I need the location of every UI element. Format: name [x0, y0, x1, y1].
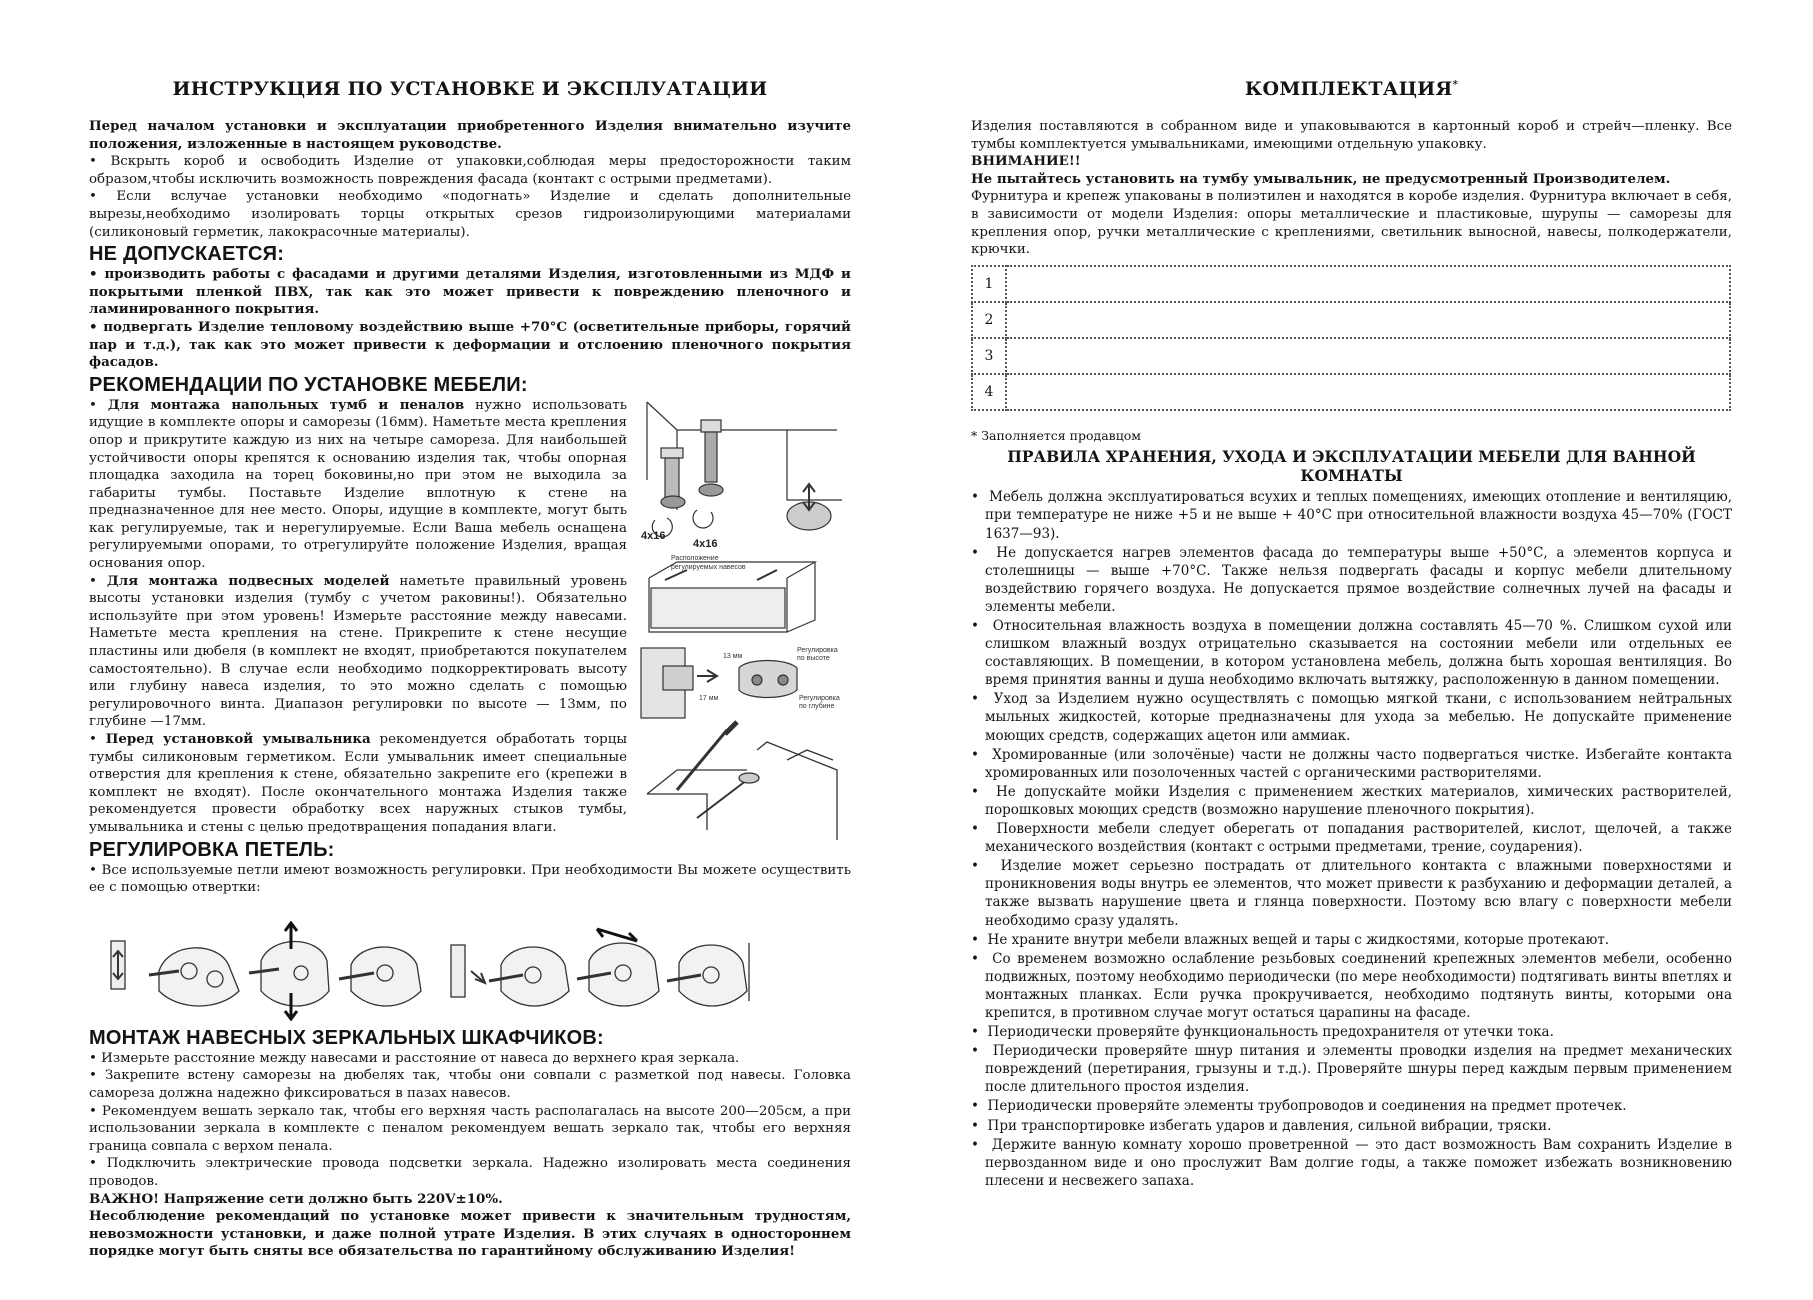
mirror-heading: МОНТАЖ НАВЕСНЫХ ЗЕРКАЛЬНЫХ ШКАФЧИКОВ: [89, 1026, 604, 1049]
row-field[interactable] [1006, 302, 1730, 338]
mirror-item-1: • Измерьте расстояние между навесами и расстояние от навеса до верхнего края зеркала. [89, 1050, 851, 1068]
wall-mount-paragraph: • Для монтажа подвесных моделей наметьте правильный уровень высоты установки изделия (тумбу с учетом раковины!). Обязательно используйте при этом уровень! Измерьте расстояние между навесами. Наметьте места крепления на стене. Прикрепите к стене несущие пластины или дюбеля (в комплект не входят, приобретаются покупателем самостоятельно). В случае если необходимо подкорректировать высоту или глубину навеса изделия, то это можно сделать с помощью регулировочного винта. Диапазон регулировки по высоте — 13мм, по глубине —17мм. [89, 572, 627, 730]
row-number: 3 [972, 338, 1006, 374]
adj-depth-label-1: Регулировка [799, 694, 840, 702]
kit-title-text: КОМПЛЕКТАЦИЯ [1244, 78, 1453, 100]
leg-mounting-diagram [647, 402, 842, 537]
left-column [89, 78, 851, 1261]
not-allowed-item-1: • производить работы с фасадами и другими деталями Изделия, изготовленными из МДФ и покрытыми пленкой ПВХ, так как это может привести к повреждению пленочного и ламинированного покрытия. [89, 266, 851, 319]
wall-mount-text: наметьте правильный уровень высоты установки изделия (тумбу с учетом раковины!). Обязательно используйте при этом уровень! Измерьте расстояние между навесами. Наметьте места крепления на стене. Прикрепите к стене несущие пластины или дюбеля (в комплект не входят, приобретаются покупателем самостоятельно). В случае если необходимо подкорректировать высоту или глубину навеса изделия, то это можно сделать с помощью регулировочного винта. Диапазон регулировки по высоте — 13мм, по глубине —17мм. [89, 573, 627, 730]
floor-mount-lead: Для монтажа напольных тумб и пеналов [107, 396, 465, 413]
seller-note: * Заполняется продавцом [971, 427, 1141, 443]
table-row [972, 302, 1730, 338]
hinge-step-5 [451, 945, 485, 997]
intro-item-1: • Вскрыть короб и освободить Изделие от упаковки,соблюдая меры предосторожности таким образом,чтобы исключить возможность повреждения фасада (контакт с острыми предметами). [89, 153, 851, 188]
rule-item: • Со временем возможно ослабление резьбовых соединений крепежных элементов мебели, особенно подвижных, поэтому необходимо периодически (по мере необходимости) подтягивать винты впетлях и монтажных планках. Если ручка прокручивается, необходимо подтянуть винты, которыми она крепится, в противном случае могут остаться царапины на фасаде. [971, 950, 1732, 1022]
mirror-item-4: • Подключить электрические провода подсветки зеркала. Надежно изолировать места соединения проводов. [89, 1155, 851, 1190]
floor-mount-paragraph: • Для монтажа напольных тумб и пеналов нужно использовать идущие в комплекте опоры и саморезы (16мм). Наметьте места крепления опор и прикрутите каждую из них на четыре самореза. Для наибольшей устойчивости опоры крепятся к основанию изделия так, чтобы опорная площадка заходила на торец боковины,но при этом не выходила за габариты тумбы. Поставьте Изделие вплотную к стене на предназначенное для нее место. Опоры, идущие в комплекте, могут быть как регулируемые, так и нерегулируемые. Если Ваша мебель оснащена регулируемыми опорами, то отрегулируйте положение Изделия, вращая основания опор. [89, 396, 628, 572]
mm17-label: 17 мм [699, 694, 719, 702]
rule-item: • Не храните внутри мебели влажных вещей и тары с жидкостями, которые протекают. [971, 931, 1732, 949]
screw-label-1: 4x16 [641, 529, 666, 542]
rules-list [971, 488, 1732, 1190]
rule-item: • Изделие может серьезно пострадать от длительного контакта с влажными поверхностями и проникновения воды внутрь ее элементов, что может привести к разбуханию и деформации деталей, а также вызвать нарушение цвета и глянца поверхности. Поэтому всю влагу с поверхности мебели необходимо сразу удалять. [971, 857, 1732, 929]
row-field[interactable] [1006, 266, 1730, 302]
kit-title [971, 78, 1732, 100]
kit-table [971, 265, 1731, 411]
voltage-warning: ВАЖНО! Напряжение сети должно быть 220V±10%. [89, 1190, 503, 1207]
hanger-adjustment-diagram [641, 648, 797, 718]
rule-item: • Держите ванную комнату хорошо проветренной — это даст возможность Вам сохранить Изделие в первозданном виде и оно прослужит Вам долгие годы, а также поможет избежать возникновению плесени и несвежего запаха. [971, 1136, 1732, 1190]
rule-item: • Мебель должна эксплуатироваться всухих и теплых помещениях, имеющих отопление и вентиляцию, при температуре не ниже +5 и не выше + 40°С при относительной влажности воздуха 45—70% (ГОСТ 1637—93). [971, 488, 1732, 542]
wall-cabinet-diagram [649, 562, 815, 632]
rule-item: • Уход за Изделием нужно осуществлять с помощью мягкой ткани, с использованием нейтральных мыльных жидкостей, которые предназначены для ухода за мебелью. Не допускайте применение моющих средств, содержащих ацетон или аммиак. [971, 690, 1732, 744]
hinge-step-2 [149, 948, 239, 1006]
row-number: 1 [972, 266, 1006, 302]
kit-title-star: * [1452, 79, 1459, 91]
wall-mount-lead: Для монтажа подвесных моделей [106, 572, 390, 589]
adj-height-label-1: Регулировка [797, 646, 838, 654]
intro-item-2: • Если вслучае установки необходимо «подогнать» Изделие и сделать дополнительные вырезы,необходимо изолировать торцы открытых срезов гидроизолирующими материалами (силиконовый герметик, лакокрасочные материалы). [89, 188, 851, 241]
hangers-caption-2: регулируемых навесов [671, 563, 746, 571]
rule-item: • Поверхности мебели следует оберегать от попадания растворителей, кислот, щелочей, а также механического воздействия (контакт с острыми предметами, трение, соударения). [971, 820, 1732, 856]
attention-text: Не пытайтесь установить на тумбу умывальник, не предусмотренный Производителем. [971, 170, 1671, 187]
right-column [971, 78, 1732, 1191]
mirror-item-2: • Закрепите встену саморезы на дюбелях так, чтобы они совпали с разметкой под навесы. Головка самореза должна надежно фиксироваться в пазах навесов. [89, 1067, 851, 1102]
kit-paragraph-2: Фурнитура и крепеж упакованы в полиэтилен и находятся в коробе изделия. Фурнитура включает в себя, в зависимости от модели Изделия: опоры металлические и пластиковые, шурупы — саморезы для крепления опор, ручки металлические с креплениями, светильник выносной, навесы, полкодержатели, крючки. [971, 189, 1732, 258]
rule-item: • Не допускайте мойки Изделия с применением жестких материалов, химических растворителей, порошковых моющих средств (возможно нарушение пленочного покрытия). [971, 783, 1732, 819]
rule-item: • Не допускается нагрев элементов фасада до температуры выше +50°С, а элементов корпуса и столешницы — выше +70°С. Также нельзя подвергать фасады и корпус мебели длительному воздействию горячего воздуха. Не допускается прямое воздействие солнечных лучей на фасады и элементы мебели. [971, 544, 1732, 616]
hinge-step-6 [489, 947, 569, 1006]
hinge-adjustment-illustrations [89, 921, 851, 1013]
hinge-step-3 [249, 923, 329, 1019]
sink-paragraph: • Перед установкой умывальника рекомендуется обработать торцы тумбы силиконовым герметиком. Если умывальник имеет специальные отверстия для крепления к стене, обязательно закрепите его (крепежи в комплект не входят). После окончательного монтажа Изделия также рекомендуется провести обработку всех наружных стыков тумбы, умывальника и стены с целью предотвращения попадания влаги. [89, 731, 627, 835]
recommendations-heading: РЕКОМЕНДАЦИИ ПО УСТАНОВКЕ МЕБЕЛИ: [89, 373, 528, 396]
table-row [972, 338, 1730, 374]
hangers-caption-1: Расположение [671, 554, 719, 562]
mirror-item-3: • Рекомендуем вешать зеркало так, чтобы его верхняя часть располагалась на высоте 200—205см, а при использовании зеркала в комплекте с пеналом рекомендуем вешать зеркало так, чтобы его верхняя граница совпала с верхом пенала. [89, 1103, 851, 1156]
sink-lead: Перед установкой умывальника [105, 731, 371, 747]
row-number: 2 [972, 302, 1006, 338]
hinge-step-1 [111, 941, 125, 989]
hinges-text: • Все используемые петли имеют возможность регулировки. При необходимости Вы можете осуществить ее с помощью отвертки: [89, 862, 851, 897]
mm13-label: 13 мм [723, 652, 743, 660]
hinge-step-8 [667, 943, 749, 1006]
row-number: 4 [972, 374, 1006, 410]
hinge-screwdriver-diagram [647, 722, 837, 840]
hinges-heading: РЕГУЛИРОВКА ПЕТЕЛЬ: [89, 838, 335, 861]
not-allowed-heading: НЕ ДОПУСКАЕТСЯ: [89, 243, 285, 266]
screw-label-2: 4x16 [693, 537, 718, 550]
final-warning: Несоблюдение рекомендаций по установке может привести к значительным трудностям, невозможности установки, и даже полной утрате Изделия. В этих случаях в одностороннем порядке могут быть сняты все обязательства по гарантийному обслуживанию Изделия! [89, 1208, 851, 1260]
floor-mount-text: нужно использовать идущие в комплекте опоры и саморезы (16мм). Наметьте места крепления опор и прикрутите каждую из них на четыре самореза. Для наибольшей устойчивости опоры крепятся к основанию изделия так, чтобы опорная площадка заходила на торец боковины,но при этом не выходила за габариты тумбы. Поставьте Изделие вплотную к стене на предназначенное для нее место. Опоры, идущие в комплекте, могут быть как регулируемые, так и нерегулируемые. Если Ваша мебель оснащена регулируемыми опорами, то отрегулируйте положение Изделия, вращая основания опор. [89, 397, 628, 572]
table-row [972, 266, 1730, 302]
adj-height-label-2: по высоте [797, 654, 830, 662]
not-allowed-item-2: • подвергать Изделие тепловому воздействию выше +70°С (осветительные приборы, горячий пар и т.д.), так как это может привести к деформации и отслоению пленочного покрытия фасадов. [89, 319, 851, 372]
kit-paragraph-1: Изделия поставляются в собранном виде и упаковываются в картонный короб и стрейч—пленку. Все тумбы комплектуется умывальниками, имеющими отдельную упаковку. [971, 119, 1732, 152]
sink-text: рекомендуется обработать торцы тумбы силиконовым герметиком. Если умывальник имеет специальные отверстия для крепления к стене, обязательно закрепите его (крепежи в комплект не входят). После окончательного монтажа Изделия также рекомендуется провести обработку всех наружных стыков тумбы, умывальника и стены с целью предотвращения попадания влаги. [89, 732, 627, 835]
rule-item: • Периодически проверяйте шнур питания и элементы проводки изделия на предмет механических повреждений (перетирания, грызуны и т.д.). Проверяйте шнуры перед каждым первым применением после длительного простоя изделия. [971, 1042, 1732, 1096]
rule-item: • Относительная влажность воздуха в помещении должна составлять 45—70 %. Слишком сухой или слишком влажный воздух отрицательно сказывается на состоянии мебели или отдельных ее составляющих. В помещении, в котором установлена мебель, должна быть хорошая вентиляция. Во время принятия ванны и душа необходимо включать вытяжку, расположенную в данном помещении. [971, 617, 1732, 689]
row-field[interactable] [1006, 374, 1730, 410]
table-row [972, 374, 1730, 410]
installation-illustrations [637, 400, 851, 840]
rule-item: • Хромированные (или золочёные) части не должны часто подвергаться чистке. Избегайте контакта хромированных или позолоченных частей с органическими растворителями. [971, 746, 1732, 782]
attention-label: ВНИМАНИЕ!! [971, 153, 1081, 170]
instruction-title: ИНСТРУКЦИЯ ПО УСТАНОВКЕ И ЭКСПЛУАТАЦИИ [172, 78, 768, 100]
intro-paragraph: Перед началом установки и эксплуатации приобретенного Изделия внимательно изучите положения, изложенные в настоящем руководстве. [89, 118, 851, 152]
adj-depth-label-2: по глубине [799, 702, 835, 710]
hinge-step-7 [577, 929, 659, 1006]
rule-item: • При транспортировке избегать ударов и давления, сильной вибрации, тряски. [971, 1117, 1732, 1135]
hinge-steps-diagram [89, 921, 769, 1021]
hinge-step-4 [339, 947, 421, 1006]
row-field[interactable] [1006, 338, 1730, 374]
rule-item: • Периодически проверяйте элементы трубопроводов и соединения на предмет протечек. [971, 1097, 1732, 1115]
rule-item: • Периодически проверяйте функциональность предохранителя от утечки тока. [971, 1023, 1732, 1041]
rules-heading: ПРАВИЛА ХРАНЕНИЯ, УХОДА И ЭКСПЛУАТАЦИИ МЕБЕЛИ ДЛЯ ВАННОЙ КОМНАТЫ [1007, 447, 1696, 486]
